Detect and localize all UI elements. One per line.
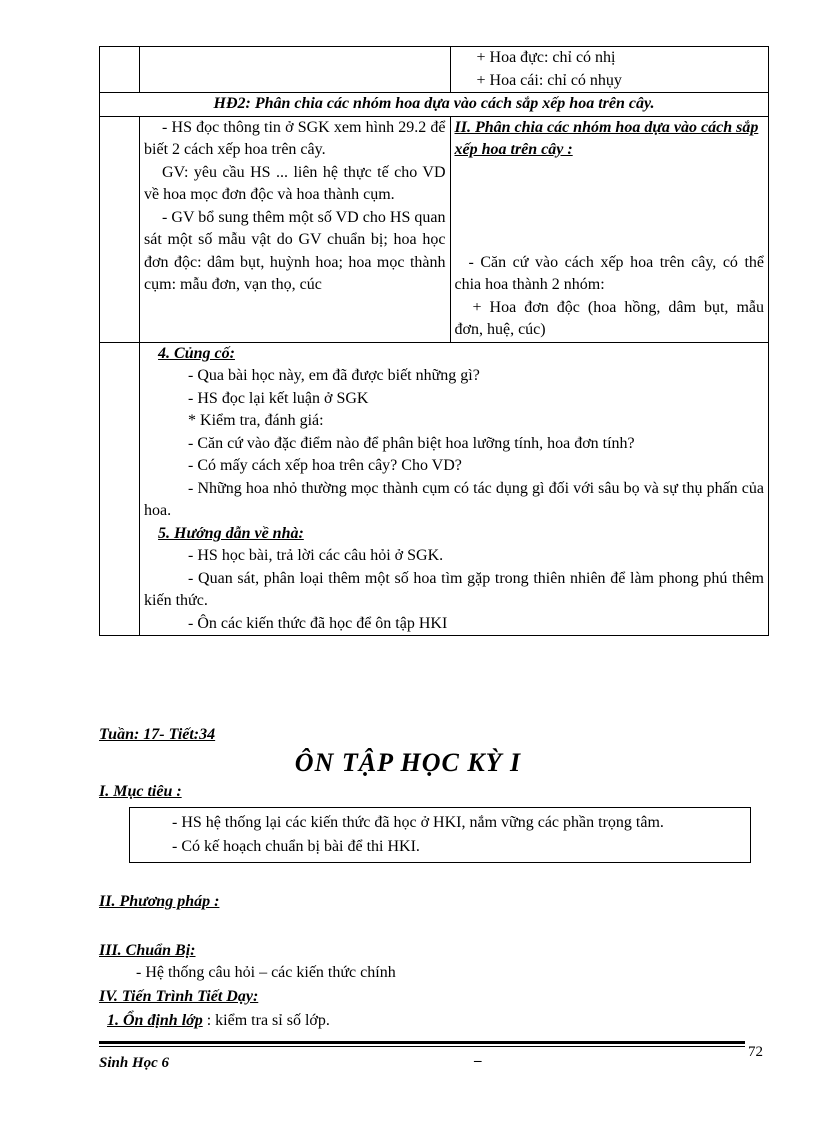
- text-line: - Có kế hoạch chuẩn bị bài để thi HKI.: [172, 838, 420, 855]
- text-paragraph: + Hoa đơn độc (hoa hồng, dâm bụt, mẫu đơn, huệ, cúc): [454, 298, 764, 338]
- text-line: + Hoa đực: chỉ có nhị: [476, 49, 616, 66]
- page-title: ÔN TẬP HỌC KỲ I: [294, 748, 522, 777]
- table-cell: [140, 116, 450, 342]
- page-number: 72: [748, 1044, 763, 1060]
- table-cell: [100, 116, 140, 342]
- section-heading: 5. Hướng dẫn về nhà:: [158, 524, 304, 542]
- procedure-item-label: 1. Ổn định lớp: [107, 1012, 203, 1029]
- preparation-line: - Hệ thống câu hỏi – các kiến thức chính: [136, 964, 396, 981]
- table-cell: [450, 116, 769, 342]
- table-cell: [140, 47, 450, 93]
- footer-rule: [99, 1041, 745, 1044]
- method-heading: II. Phương pháp :: [99, 893, 220, 910]
- week-line: Tuần: 17- Tiết:34: [99, 726, 216, 743]
- text-paragraph: - Những hoa nhỏ thường mọc thành cụm có tác dụng gì đối với sâu bọ và sự thụ phấn của hoa.: [144, 479, 764, 519]
- activity-heading: HĐ2: Phân chia các nhóm hoa dựa vào cách sắp xếp hoa trên cây.: [100, 93, 769, 117]
- table-row: [100, 342, 769, 636]
- lesson-table: [99, 46, 769, 636]
- section-heading: 4. Củng cố:: [158, 344, 235, 362]
- table-cell: [100, 342, 140, 636]
- table-cell: [100, 47, 140, 93]
- footer-subject: Sinh Học 6: [99, 1055, 170, 1071]
- procedure-item: [107, 1012, 330, 1030]
- table-cell: [140, 342, 769, 636]
- text-paragraph: - Căn cứ vào cách xếp hoa trên cây, có thể chia hoa thành 2 nhóm:: [454, 253, 764, 293]
- objectives-box: [129, 807, 751, 863]
- text-line: - HS đọc lại kết luận ở SGK: [188, 389, 369, 407]
- text-line: - Có mấy cách xếp hoa trên cây? Cho VD?: [188, 457, 462, 474]
- section-heading: II. Phân chia các nhóm hoa dựa vào cách sắp xếp hoa trên cây :: [454, 118, 759, 158]
- table-row: [100, 47, 769, 93]
- text-paragraph: GV: yêu cầu HS ... liên hệ thực tế cho VD về hoa mọc đơn độc và hoa thành cụm.: [144, 163, 446, 203]
- text-line: + Hoa cái: chỉ có nhụy: [476, 71, 622, 89]
- table-cell: [450, 47, 769, 93]
- procedure-heading: IV. Tiến Trình Tiết Dạy:: [99, 988, 259, 1005]
- text-paragraph: - HS hệ thống lại các kiến thức đã học ở HKI, nắm vững các phần trọng tâm.: [172, 814, 664, 831]
- text-line: - Căn cứ vào đặc điểm nào để phân biệt hoa lưỡng tính, hoa đơn tính?: [188, 434, 635, 452]
- table-row: [100, 93, 769, 117]
- procedure-item-text: : kiểm tra sỉ số lớp.: [202, 1012, 330, 1029]
- text-line: - HS học bài, trả lời các câu hỏi ở SGK.: [188, 547, 444, 564]
- text-paragraph: - GV bổ sung thêm một số VD cho HS quan sát một số mẫu vật do GV chuẩn bị; hoa học đơn độc: dâm bụt, huỳnh hoa; hoa mọc thành cụm: mẫu đơn, vạn thọ, cúc: [144, 208, 446, 293]
- text-line: * Kiểm tra, đánh giá:: [188, 412, 324, 429]
- footer-dash: –: [474, 1053, 482, 1069]
- text-line: - Qua bài học này, em đã được biết những gì?: [188, 367, 480, 384]
- preparation-heading: III. Chuẩn Bị:: [99, 942, 196, 959]
- text-line: - Ôn các kiến thức đã học để ôn tập HKI: [188, 614, 448, 632]
- objectives-heading: I. Mục tiêu :: [99, 783, 182, 800]
- text-paragraph: - HS đọc thông tin ở SGK xem hình 29.2 để biết 2 cách xếp hoa trên cây.: [144, 118, 446, 158]
- text-paragraph: - Quan sát, phân loại thêm một số hoa tìm gặp trong thiên nhiên để làm phong phú thêm kiến thức.: [144, 569, 764, 609]
- footer-rule: [99, 1046, 745, 1047]
- table-row: [100, 116, 769, 342]
